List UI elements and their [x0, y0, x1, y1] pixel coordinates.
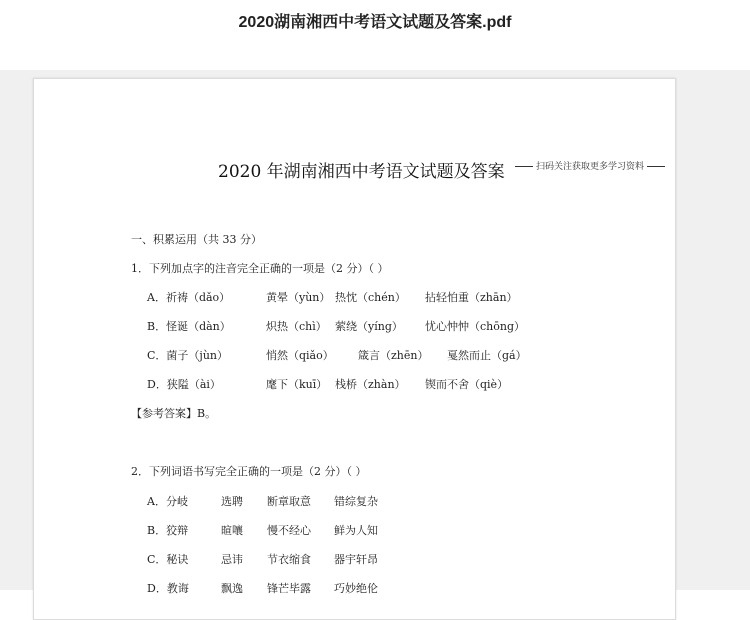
q1-d-word4: 锲而不舍（qiè）	[425, 378, 509, 391]
file-title: 2020湖南湘西中考语文试题及答案.pdf	[238, 14, 512, 31]
q2-option-a: A．分岐	[147, 495, 188, 508]
q2-a-word3: 断章取意	[267, 495, 311, 508]
q1-option-c: C．菌子（jùn）	[147, 349, 228, 362]
section-heading: 一、积累运用（共 33 分）	[131, 233, 262, 246]
q1-option-a: A．祈祷（dǎo）	[147, 291, 231, 304]
pdf-viewer[interactable]	[0, 70, 750, 595]
q2-c-word3: 节衣缩食	[267, 553, 311, 566]
q1-a-word2: 黄晕（yùn）	[266, 291, 331, 304]
q1-d-word2: 麾下（kuī）	[266, 378, 328, 391]
q1-option-b: B．怪诞（dàn）	[147, 320, 231, 333]
q2-a-word4: 错综复杂	[334, 495, 378, 508]
title-bar	[0, 0, 750, 70]
q2-d-word4: 巧妙绝伦	[334, 582, 378, 595]
q1-b-word4: 忧心忡忡（chōng）	[425, 320, 525, 333]
q2-c-word2: 忌讳	[221, 553, 243, 566]
q1-d-word3: 栈桥（zhàn）	[335, 378, 406, 391]
q2-c-word4: 器宇轩昂	[334, 553, 378, 566]
q1-a-word3: 热忱（chén）	[335, 291, 406, 304]
q2-option-d: D．教诲	[147, 582, 189, 595]
q1-a-word4: 拈轻怕重（zhān）	[425, 291, 518, 304]
q2-a-word2: 选聘	[221, 495, 243, 508]
q2-b-word3: 慢不经心	[267, 524, 311, 537]
q2-option-c: C．秘诀	[147, 553, 189, 566]
q2-stem: 2．下列词语书写完全正确的一项是（2 分）（ ）	[131, 465, 367, 478]
dash-right	[647, 166, 665, 167]
q1-c-word2: 悄然（qiǎo）	[266, 349, 334, 362]
q1-b-word3: 萦绕（yíng）	[335, 320, 403, 333]
q1-b-word2: 炽热（chì）	[266, 320, 327, 333]
q1-answer: 【参考答案】B。	[131, 407, 217, 420]
pdf-page	[33, 78, 676, 620]
q1-c-word4: 戛然而止（gá）	[447, 349, 527, 362]
q2-b-word2: 暄嚷	[221, 524, 243, 537]
qr-note	[512, 159, 668, 172]
q2-d-word3: 锋芒毕露	[267, 582, 311, 595]
q1-c-word3: 箴言（zhēn）	[358, 349, 429, 362]
q2-b-word4: 鲜为人知	[334, 524, 378, 537]
q1-option-d: D．狭隘（ài）	[147, 378, 221, 391]
qr-note-text: 扫码关注获取更多学习资料	[536, 162, 645, 172]
q2-option-b: B．狡辩	[147, 524, 189, 537]
document-title: 2020 年湖南湘西中考语文试题及答案	[218, 162, 505, 182]
q2-d-word2: 飘逸	[221, 582, 243, 595]
q1-stem: 1．下列加点字的注音完全正确的一项是（2 分）（ ）	[131, 262, 389, 275]
dash-left	[515, 166, 533, 167]
